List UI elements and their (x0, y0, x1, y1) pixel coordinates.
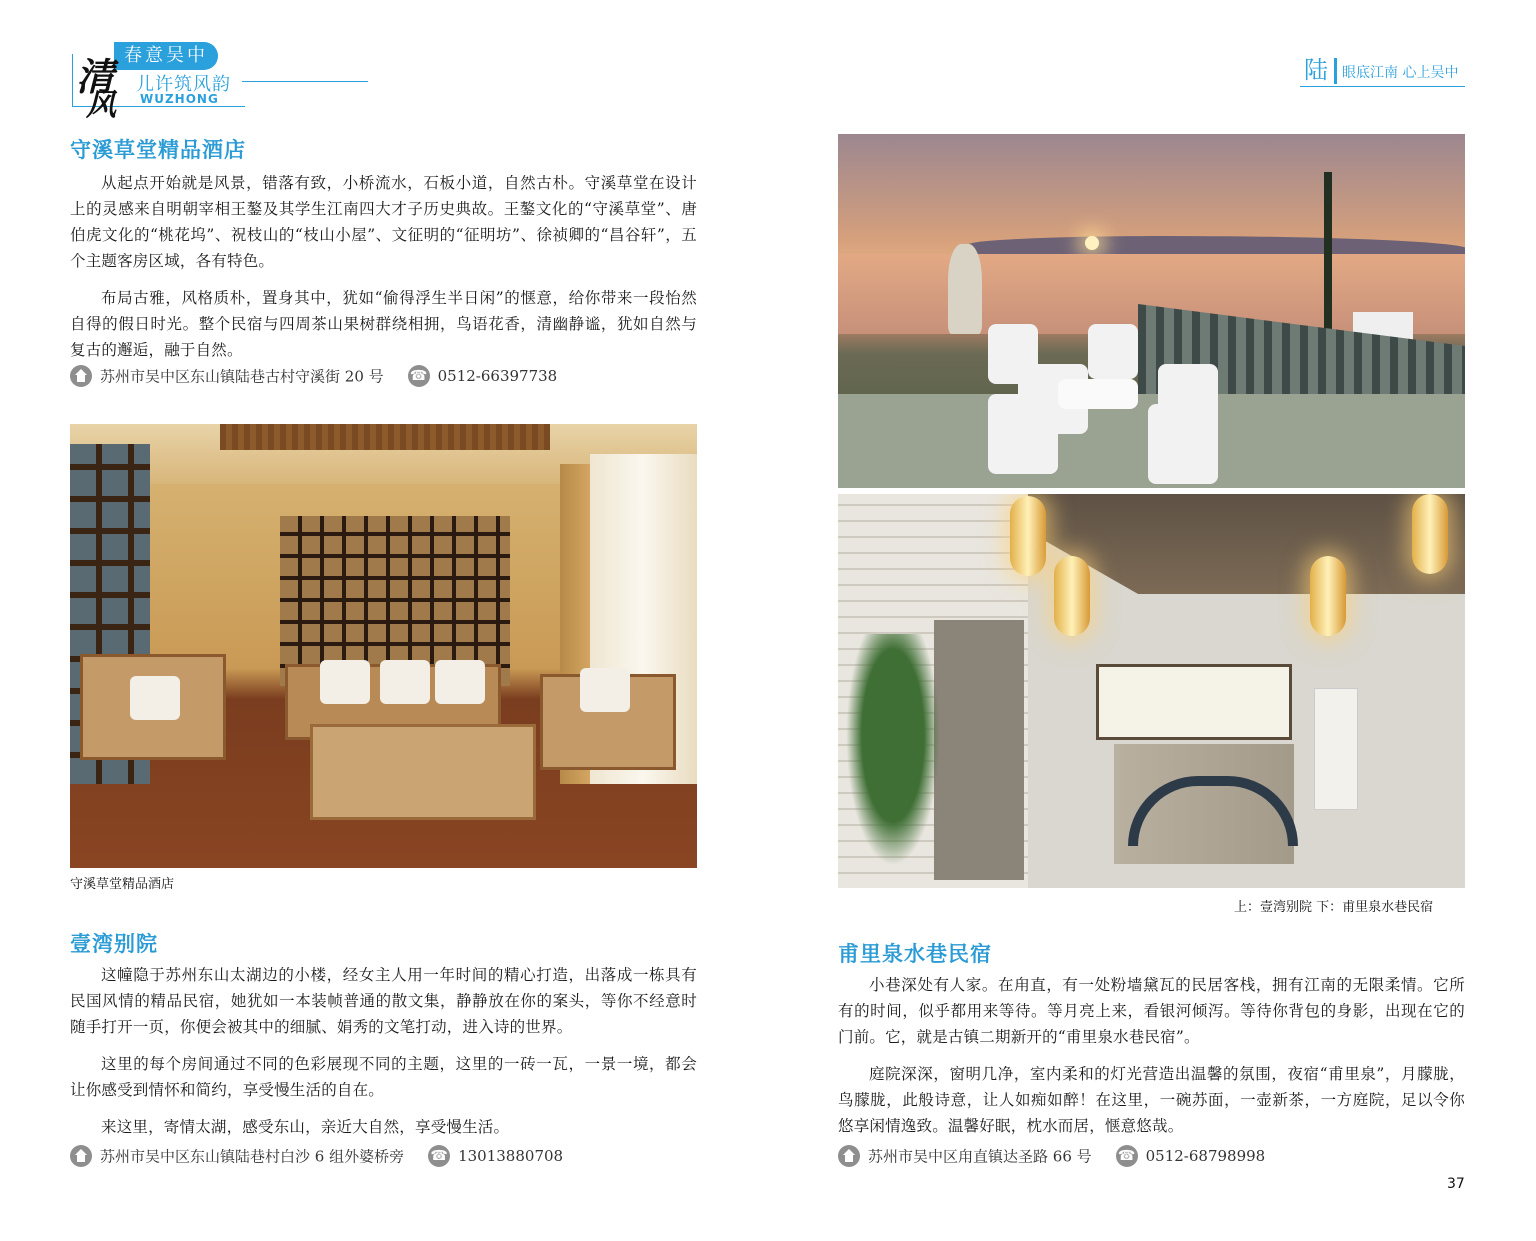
contact-row-fuli (838, 1145, 1265, 1171)
paragraph: 这里的每个房间通过不同的色彩展现不同的主题，这里的一砖一瓦，一景一境，都会让你感受到情怀和简约，享受慢生活的自在。 (70, 1055, 697, 1099)
logo-english: WUZHONG (140, 92, 219, 106)
section-title-shouxi: 守溪草堂精品酒店 (70, 137, 246, 162)
address-text: 苏州市吴中区东山镇陆巷村白沙 6 组外婆桥旁 (100, 1147, 405, 1166)
photo-lobby (838, 494, 1465, 888)
phone-icon (408, 365, 430, 387)
paragraph: 庭院深深，窗明几净，室内柔和的灯光营造出温馨的氛围，夜宿“甫里泉”，月朦胧，鸟朦胧，此般诗意，让人如痴如醉！在这里，一碗苏面，一壶新茶，一方庭院，足以令你悠享闲情逸致。温馨好眠，枕水而居，惬意悠哉。 (838, 1065, 1465, 1135)
phone-icon (1116, 1145, 1138, 1167)
home-icon (838, 1145, 860, 1167)
logo-line (242, 81, 368, 82)
logo-subtitle: 儿许筑风韵 (136, 74, 231, 95)
contact-row-yiwan (70, 1145, 563, 1171)
photo-sunset-terrace (838, 134, 1465, 488)
page-number: 37 (1447, 1176, 1465, 1192)
phone-text: 0512-68798998 (1145, 1147, 1266, 1165)
section-body-shouxi (70, 170, 697, 363)
logo-pill: 春意吴中 (114, 42, 218, 70)
chapter-char: 陆 (1304, 56, 1328, 84)
section-body-fuli (838, 972, 1465, 1139)
header-right (1300, 54, 1465, 88)
paragraph: 小巷深处有人家。在甪直，有一处粉墙黛瓦的民居客栈，拥有江南的无限柔情。它所有的时间，似乎都用来等待。等月亮上来，看银河倾泻。等待你背包的身影，出现在它的门前。它，就是古镇二期新开的“甫里泉水巷民宿”。 (838, 976, 1465, 1046)
address-text: 苏州市吴中区东山镇陆巷古村守溪街 20 号 (100, 367, 384, 386)
paragraph: 这幢隐于苏州东山太湖边的小楼，经女主人用一年时间的精心打造，出落成一栋具有民国风情的精品民宿，她犹如一本装帧普通的散文集，静静放在你的案头，等你不经意时随手打开一页，你便会被其中的细腻、娟秀的文笔打动，进入诗的世界。 (70, 966, 697, 1036)
paragraph: 来这里，寄情太湖，感受东山，亲近大自然，享受慢生活。 (101, 1118, 510, 1136)
paragraph: 布局古雅，风格质朴，置身其中，犹如“偷得浮生半日闲”的惬意，给你带来一段怡然自得的假日时光。整个民宿与四周茶山果树群绕相拥，鸟语花香，清幽静谧，犹如自然与复古的邂逅，融于自然。 (70, 289, 697, 359)
phone-text: 0512-66397738 (437, 367, 558, 385)
header-underline (1300, 86, 1465, 87)
section-title-yiwan: 壹湾别院 (70, 931, 158, 956)
paragraph: 从起点开始就是风景，错落有致，小桥流水，石板小道，自然古朴。守溪草堂在设计上的灵感来自明朝宰相王鏊及其学生江南四大才子历史典故。王鏊文化的“守溪草堂”、唐伯虎文化的“桃花坞”、祝枝山的“枝山小屋”、文征明的“征明坊”、徐祯卿的“昌谷轩”，五个主题客房区域，各有特色。 (70, 174, 697, 270)
photo-caption-shouxi: 守溪草堂精品酒店 (70, 877, 175, 892)
header-logo (70, 40, 300, 123)
home-icon (70, 365, 92, 387)
header-tagline: 眼底江南 心上吴中 (1342, 65, 1459, 81)
section-body-yiwan (70, 962, 697, 1140)
section-title-fuli: 甫里泉水巷民宿 (838, 941, 992, 966)
phone-icon (428, 1145, 450, 1167)
phone-text: 13013880708 (458, 1147, 564, 1165)
chapter-divider (1334, 58, 1337, 84)
contact-row-shouxi (70, 365, 557, 391)
address-text: 苏州市吴中区甪直镇达圣路 66 号 (868, 1147, 1092, 1166)
home-icon (70, 1145, 92, 1167)
logo-char-feng: 风 (86, 88, 116, 123)
photo-caption-right: 上：壹湾别院 下：甫里泉水巷民宿 (1234, 900, 1434, 915)
photo-living-room (70, 424, 697, 868)
logo-char-qing: 清 (76, 54, 115, 99)
